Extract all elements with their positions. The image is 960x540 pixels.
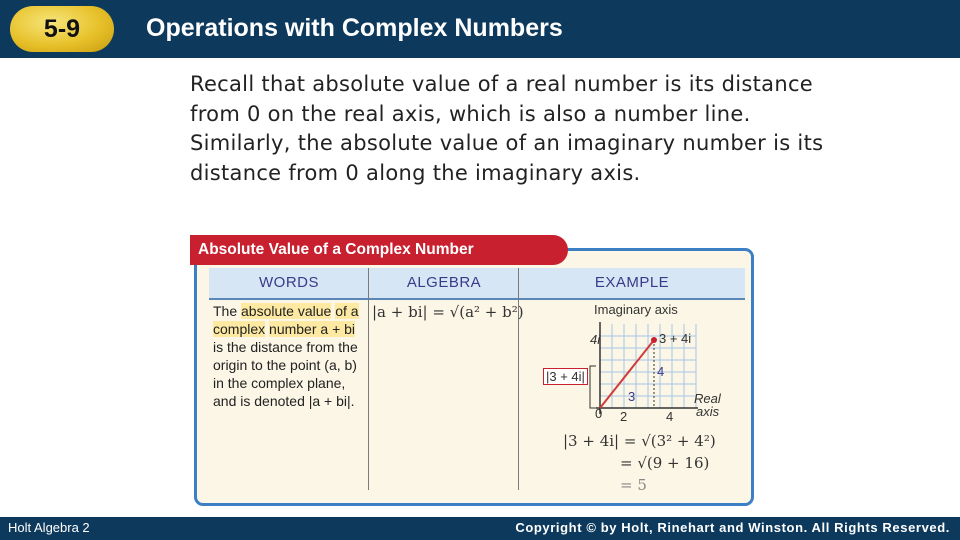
slide-title: Operations with Complex Numbers bbox=[146, 14, 563, 42]
highlighted-term: number a + bi bbox=[269, 321, 356, 337]
y-tick-label: 4i bbox=[590, 332, 601, 347]
words-text: The bbox=[213, 303, 242, 319]
box-title: Absolute Value of a Complex Number bbox=[190, 235, 568, 265]
x-tick-label: 0 bbox=[595, 406, 603, 421]
footer-copyright: Copyright © by Holt, Rinehart and Winston. All Rights Reserved. bbox=[515, 520, 950, 535]
example-equation-1: |3 + 4i| = √(3² + 4²) bbox=[563, 432, 716, 450]
horizontal-length-label: 3 bbox=[628, 389, 636, 404]
intro-text: Recall that absolute value of a real number is its distance from 0 on the real axis, which is also a number line. Similarly, the absolute value of an imaginary number is its distance from 0 along the imaginary axis. bbox=[190, 72, 824, 185]
bracket bbox=[590, 366, 596, 408]
real-axis-label: axis bbox=[696, 404, 720, 419]
point-marker bbox=[651, 337, 657, 343]
column-header-words: WORDS bbox=[259, 274, 319, 291]
real-axis-label: Real bbox=[694, 391, 721, 406]
highlighted-term: absolute value bbox=[241, 303, 332, 319]
highlighted-term: of a complex bbox=[213, 303, 359, 337]
column-divider bbox=[368, 268, 369, 490]
x-tick-label: 2 bbox=[620, 409, 628, 424]
x-tick-label: 4 bbox=[666, 409, 674, 424]
lesson-badge: 5-9 bbox=[10, 6, 114, 52]
column-header-example: EXAMPLE bbox=[594, 274, 670, 291]
footer-course: Holt Algebra 2 bbox=[8, 520, 90, 535]
words-cell bbox=[213, 302, 363, 410]
column-divider bbox=[518, 268, 519, 490]
algebra-formula: |a + bi| = √(a² + b²) bbox=[372, 303, 524, 321]
table-header bbox=[209, 268, 745, 300]
point-label: 3 + 4i bbox=[659, 331, 692, 346]
footer-bar bbox=[0, 517, 960, 540]
modulus-segment bbox=[600, 340, 654, 408]
header-bar bbox=[0, 0, 960, 58]
example-equation-3: = 5 bbox=[620, 476, 647, 494]
modulus-label: |3 + 4i| bbox=[543, 368, 588, 385]
example-equation-2: = √(9 + 16) bbox=[620, 454, 710, 472]
column-header-algebra: ALGEBRA bbox=[406, 274, 482, 291]
words-text: is the distance from the origin to the point (a, b) in the complex plane, and is denoted |a + bi|. bbox=[213, 339, 358, 409]
vertical-length-label: 4 bbox=[657, 364, 665, 379]
imaginary-axis-label: Imaginary axis bbox=[594, 302, 678, 317]
